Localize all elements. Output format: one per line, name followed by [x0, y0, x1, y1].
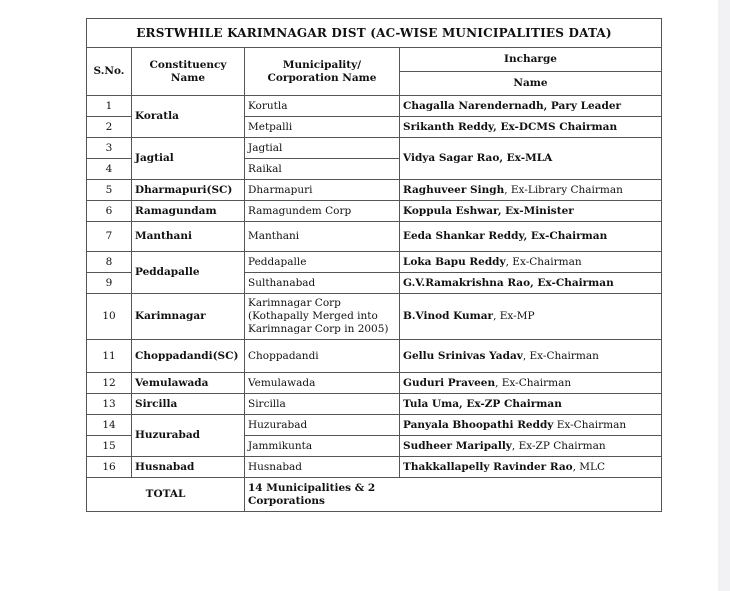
constituency-cell: Choppadandi(SC) — [132, 340, 245, 373]
sno-cell: 16 — [87, 457, 132, 478]
sno-cell: 10 — [87, 294, 132, 340]
municipality-cell: Choppadandi — [245, 340, 400, 373]
incharge-name: Guduri Praveen — [403, 376, 496, 389]
incharge-name: Vidya Sagar Rao, Ex-MLA — [403, 152, 553, 164]
municipality-cell: Ramagundem Corp — [245, 201, 400, 222]
incharge-cell — [400, 273, 662, 294]
incharge-role: , Ex-MP — [493, 310, 535, 322]
incharge-cell — [400, 415, 662, 436]
incharge-cell — [400, 340, 662, 373]
incharge-name: Panyala Bhoopathi Reddy — [403, 418, 554, 431]
incharge-role: Ex-Chairman — [553, 418, 627, 431]
table-row — [87, 180, 662, 201]
incharge-cell — [400, 201, 662, 222]
total-blank — [400, 478, 662, 512]
incharge-name: B.Vinod Kumar — [403, 310, 494, 322]
incharge-cell — [400, 96, 662, 117]
incharge-role: , Ex-Chairman — [495, 376, 572, 389]
incharge-role: , Ex-ZP Chairman — [511, 439, 606, 452]
incharge-cell — [400, 252, 662, 273]
header-incharge: Incharge — [400, 48, 662, 72]
sno-cell: 1 — [87, 96, 132, 117]
constituency-cell: Karimnagar — [132, 294, 245, 340]
table-row — [87, 252, 662, 273]
incharge-cell — [400, 294, 662, 340]
total-row — [87, 478, 662, 512]
municipality-cell: Jammikunta — [245, 436, 400, 457]
municipality-cell: Manthani — [245, 222, 400, 252]
incharge-cell — [400, 436, 662, 457]
municipality-cell: Huzurabad — [245, 415, 400, 436]
table-row — [87, 340, 662, 373]
incharge-name: Sudheer Maripally — [403, 439, 512, 452]
sno-cell: 13 — [87, 394, 132, 415]
table-row — [87, 394, 662, 415]
incharge-name: Eeda Shankar Reddy, Ex-Chairman — [403, 230, 608, 242]
sno-cell: 8 — [87, 252, 132, 273]
municipality-cell: Metpalli — [245, 117, 400, 138]
table-row — [87, 138, 662, 159]
constituency-cell: Koratla — [132, 96, 245, 138]
incharge-name: Thakkallapelly Ravinder Rao — [403, 460, 573, 473]
constituency-cell: Ramagundam — [132, 201, 245, 222]
header-constituency: Constituency Name — [132, 48, 245, 96]
table-row — [87, 201, 662, 222]
municipality-cell: Sircilla — [245, 394, 400, 415]
municipality-cell: Karimnagar Corp (Kothapally Merged into Karimnagar Corp in 2005) — [245, 294, 400, 340]
incharge-role: , MLC — [572, 460, 606, 473]
incharge-cell — [400, 394, 662, 415]
incharge-name: Raghuveer Singh — [403, 183, 505, 196]
incharge-name: Chagalla Narendernadh, Pary Leader — [403, 99, 622, 112]
table-row — [87, 415, 662, 436]
incharge-name: Koppula Eshwar, Ex-Minister — [403, 204, 574, 217]
incharge-name: G.V.Ramakrishna Rao, Ex-Chairman — [403, 276, 614, 289]
table-row — [87, 222, 662, 252]
incharge-cell — [400, 373, 662, 394]
table-row — [87, 373, 662, 394]
constituency-cell: Vemulawada — [132, 373, 245, 394]
sno-cell: 4 — [87, 159, 132, 180]
incharge-role: , Ex-Chairman — [505, 255, 582, 268]
table-row — [87, 96, 662, 117]
sno-cell: 11 — [87, 340, 132, 373]
total-label: TOTAL — [87, 478, 245, 512]
incharge-cell — [400, 222, 662, 252]
incharge-role: , Ex-Library Chairman — [504, 183, 623, 196]
incharge-cell — [400, 457, 662, 478]
constituency-cell: Husnabad — [132, 457, 245, 478]
sno-cell: 3 — [87, 138, 132, 159]
municipality-cell: Husnabad — [245, 457, 400, 478]
municipality-cell: Vemulawada — [245, 373, 400, 394]
constituency-cell: Manthani — [132, 222, 245, 252]
constituency-cell: Sircilla — [132, 394, 245, 415]
sno-cell: 7 — [87, 222, 132, 252]
municipality-cell: Jagtial — [245, 138, 400, 159]
table-title: ERSTWHILE KARIMNAGAR DIST (AC-WISE MUNICIPALITIES DATA) — [87, 19, 662, 48]
municipality-cell: Raikal — [245, 159, 400, 180]
municipality-cell: Dharmapuri — [245, 180, 400, 201]
incharge-role: , Ex-Chairman — [522, 349, 599, 362]
constituency-cell: Huzurabad — [132, 415, 245, 457]
header-name: Name — [400, 72, 662, 96]
incharge-cell — [400, 117, 662, 138]
sno-cell: 5 — [87, 180, 132, 201]
total-value: 14 Municipalities & 2 Corporations — [245, 478, 400, 512]
constituency-cell: Peddapalle — [132, 252, 245, 294]
incharge-name: Srikanth Reddy, Ex-DCMS Chairman — [403, 120, 618, 133]
table-row — [87, 294, 662, 340]
municipality-cell: Sulthanabad — [245, 273, 400, 294]
sno-cell: 14 — [87, 415, 132, 436]
sno-cell: 12 — [87, 373, 132, 394]
incharge-name: Gellu Srinivas Yadav — [403, 349, 523, 362]
table-row — [87, 457, 662, 478]
header-sno: S.No. — [87, 48, 132, 96]
incharge-name: Tula Uma, Ex-ZP Chairman — [403, 397, 562, 410]
incharge-cell — [400, 180, 662, 201]
municipality-cell: Korutla — [245, 96, 400, 117]
constituency-cell: Jagtial — [132, 138, 245, 180]
sno-cell: 6 — [87, 201, 132, 222]
incharge-cell — [400, 138, 662, 180]
sno-cell: 9 — [87, 273, 132, 294]
incharge-name: Loka Bapu Reddy — [403, 255, 506, 268]
constituency-cell: Dharmapuri(SC) — [132, 180, 245, 201]
municipalities-table — [86, 18, 662, 512]
sno-cell: 15 — [87, 436, 132, 457]
sno-cell: 2 — [87, 117, 132, 138]
header-municipality: Municipality/ Corporation Name — [245, 48, 400, 96]
municipality-cell: Peddapalle — [245, 252, 400, 273]
